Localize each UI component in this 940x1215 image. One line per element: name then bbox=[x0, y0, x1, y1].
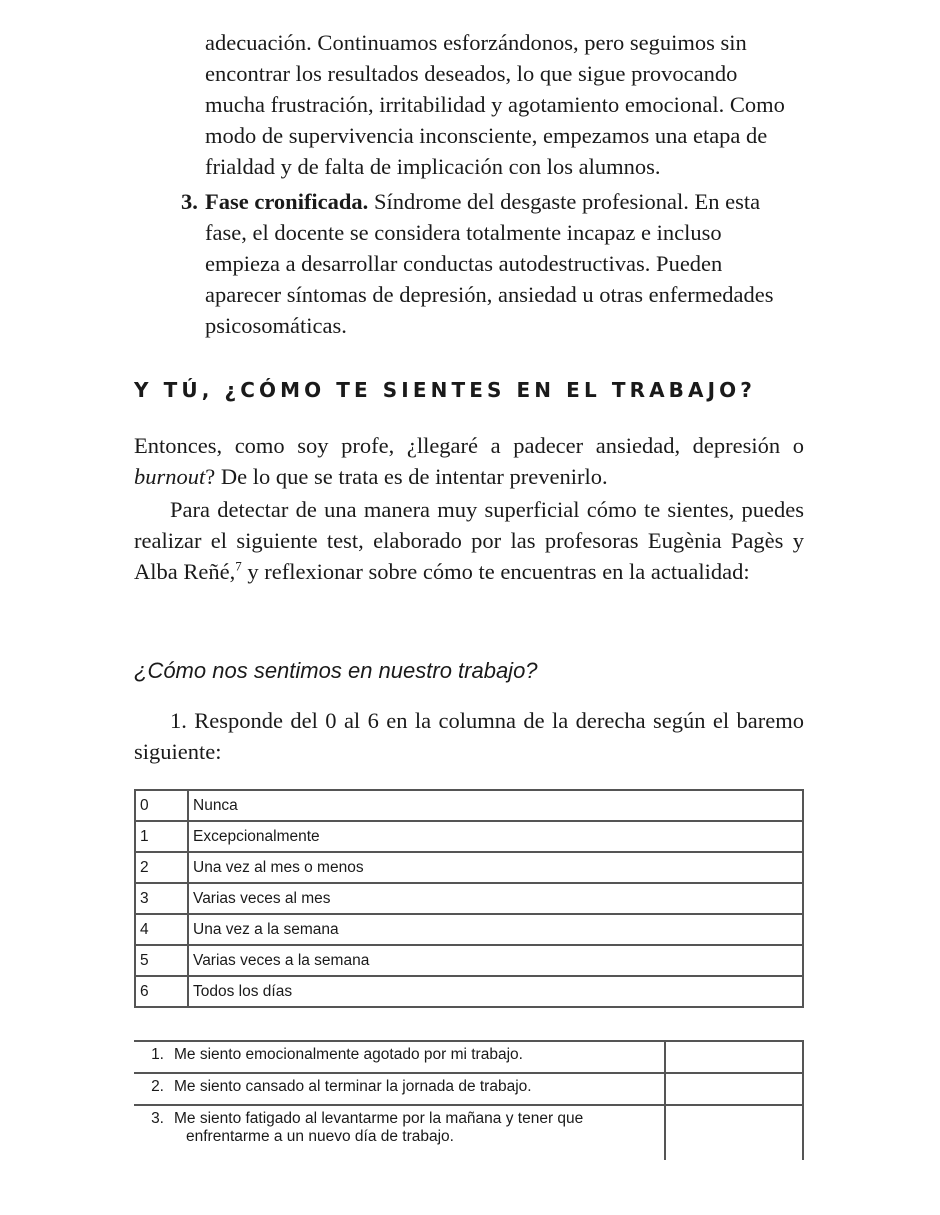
text-line: adecuación. Continuamos esforzándonos, pero seguimos sin bbox=[205, 30, 747, 55]
scale-value: 0 bbox=[135, 790, 188, 821]
text-line: encontrar los resultados deseados, lo que sigue provocando bbox=[205, 61, 738, 86]
answer-cell[interactable] bbox=[665, 1073, 803, 1105]
paragraph-test-intro bbox=[134, 494, 804, 587]
scale-label: Una vez al mes o menos bbox=[188, 852, 803, 883]
scale-value: 5 bbox=[135, 945, 188, 976]
question-text: Me siento cansado al terminar la jornada de trabajo. bbox=[174, 1078, 532, 1095]
question-text: Me siento fatigado al levantarme por la mañana y tener que bbox=[174, 1110, 584, 1127]
answer-cell[interactable] bbox=[665, 1041, 803, 1073]
text-line: fase, el docente se considera totalmente incapaz e incluso bbox=[205, 220, 722, 245]
text-run: y reflexionar sobre cómo te encuentras en la actualidad: bbox=[241, 559, 750, 584]
text-line: Síndrome del desgaste profesional. En esta bbox=[368, 189, 761, 214]
phase-title: Fase cronificada. bbox=[205, 189, 369, 214]
scale-label: Todos los días bbox=[188, 976, 803, 1007]
table-row bbox=[135, 852, 803, 883]
section-heading: Y TÚ, ¿CÓMO TE SIENTES EN EL TRABAJO? bbox=[134, 378, 756, 402]
question-cell bbox=[134, 1073, 665, 1105]
table-row bbox=[134, 1073, 803, 1105]
instruction-text: 1. Responde del 0 al 6 en la columna de la derecha según el baremo siguiente: bbox=[134, 708, 804, 764]
questions-table bbox=[134, 1040, 804, 1160]
text-line: mucha frustración, irritabilidad y agotamiento emocional. Como bbox=[205, 92, 785, 117]
text-line: modo de supervivencia inconsciente, empezamos una etapa de bbox=[205, 123, 768, 148]
text-run: Entonces, como soy profe, ¿llegaré a padecer ansiedad, depresión o bbox=[134, 433, 804, 458]
scale-label: Varias veces al mes bbox=[188, 883, 803, 914]
scale-value: 2 bbox=[135, 852, 188, 883]
list-item-phase-3 bbox=[181, 186, 815, 341]
text-line: aparecer síntomas de depresión, ansiedad u otras enfermedades bbox=[205, 282, 774, 307]
question-text: Me siento emocionalmente agotado por mi trabajo. bbox=[174, 1046, 523, 1063]
text-line: frialdad y de falta de implicación con los alumnos. bbox=[205, 154, 661, 179]
table-row bbox=[135, 976, 803, 1007]
question-cell bbox=[134, 1105, 665, 1160]
italic-term: burnout bbox=[134, 464, 206, 489]
answer-cell[interactable] bbox=[665, 1105, 803, 1160]
paragraph-intro bbox=[134, 430, 804, 492]
table-row bbox=[134, 1105, 803, 1160]
table-row bbox=[134, 1041, 803, 1073]
question-number: 3. bbox=[151, 1110, 164, 1127]
text-line: psicosomáticas. bbox=[205, 313, 347, 338]
text-run: ? De lo que se trata es de intentar prevenirlo. bbox=[205, 464, 608, 489]
scale-value: 4 bbox=[135, 914, 188, 945]
scale-value: 6 bbox=[135, 976, 188, 1007]
scale-value: 3 bbox=[135, 883, 188, 914]
scale-value: 1 bbox=[135, 821, 188, 852]
question-number: 1. bbox=[151, 1046, 164, 1063]
question-cell bbox=[134, 1041, 665, 1073]
footnote-marker[interactable]: 7 bbox=[235, 558, 242, 574]
text-run: Para detectar de una manera muy superficial cómo te sientes, puedes realizar el siguiente test, elaborado por las profesoras Eugènia Pagès y Alba Reñé, bbox=[134, 497, 804, 584]
question-text-continued: enfrentarme a un nuevo día de trabajo. bbox=[186, 1128, 454, 1145]
table-row bbox=[135, 821, 803, 852]
list-number: 3. bbox=[181, 189, 198, 214]
scale-label: Varias veces a la semana bbox=[188, 945, 803, 976]
scale-label: Una vez a la semana bbox=[188, 914, 803, 945]
table-row bbox=[135, 914, 803, 945]
table-row bbox=[135, 945, 803, 976]
continuation-text bbox=[205, 27, 815, 182]
scale-label: Excepcionalmente bbox=[188, 821, 803, 852]
table-row bbox=[135, 790, 803, 821]
test-title: ¿Cómo nos sentimos en nuestro trabajo? bbox=[134, 658, 538, 683]
text-line: empieza a desarrollar conductas autodestructivas. Pueden bbox=[205, 251, 723, 276]
scale-label: Nunca bbox=[188, 790, 803, 821]
scale-table bbox=[134, 789, 804, 1008]
question-number: 2. bbox=[151, 1078, 164, 1095]
table-row bbox=[135, 883, 803, 914]
